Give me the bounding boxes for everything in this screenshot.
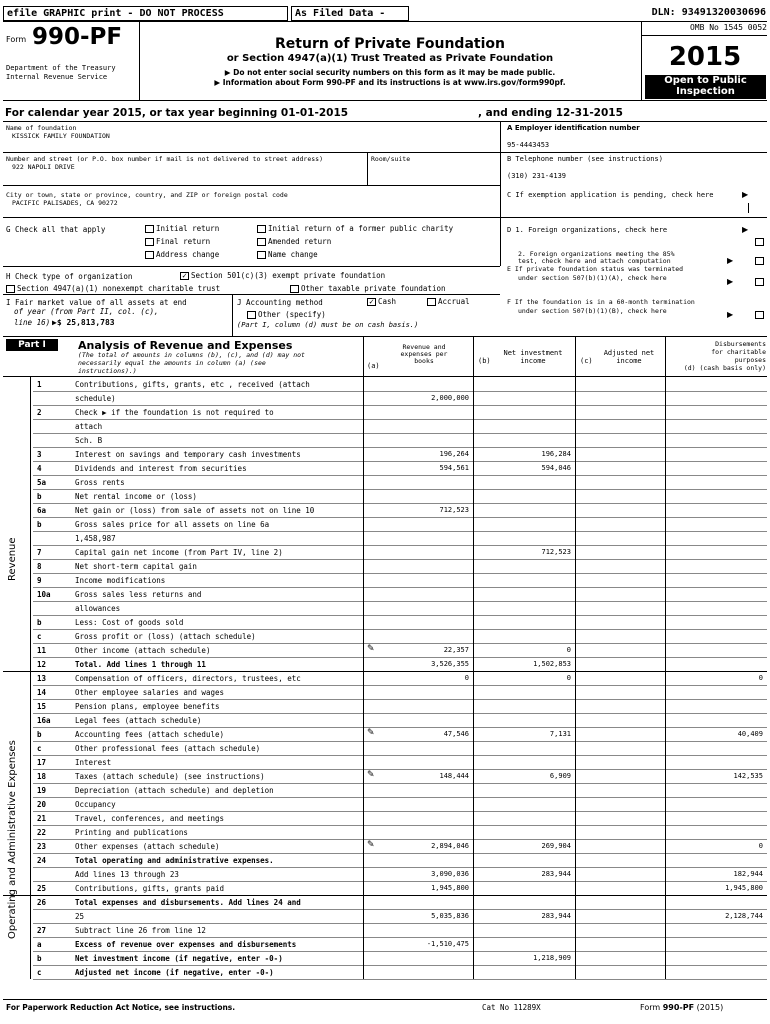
f-label-1: F If the foundation is in a 60-month termination bbox=[507, 298, 695, 306]
h-other-taxable[interactable]: Other taxable private foundation bbox=[290, 284, 446, 293]
col-a-value: 2,000,000 bbox=[431, 394, 469, 402]
line-description: Sch. B bbox=[75, 436, 103, 445]
expenses-side bbox=[3, 674, 25, 944]
line-description: Depreciation (attach schedule) and depletion bbox=[75, 786, 274, 795]
line-description: Compensation of officers, directors, trustees, etc bbox=[75, 674, 301, 683]
part-i-tag: Part I bbox=[6, 339, 58, 351]
line-description: Contributions, gifts, grants paid bbox=[75, 884, 225, 893]
arrow-icon: ▶ bbox=[727, 256, 734, 265]
table-row bbox=[3, 811, 767, 825]
line-description: Net investment income (if negative, enter -0-) bbox=[75, 954, 283, 963]
table-row bbox=[3, 685, 767, 699]
d1-label: D 1. Foreign organizations, check here bbox=[507, 226, 668, 234]
table-row bbox=[3, 867, 767, 881]
col-b-value: 7,131 bbox=[549, 730, 571, 738]
e-label-2: under section 507(b)(1)(A), check here bbox=[518, 274, 667, 282]
table-row bbox=[3, 531, 767, 545]
dln: DLN: 93491320030696 bbox=[651, 7, 766, 18]
table-row bbox=[3, 559, 767, 573]
col-b-value: 594,046 bbox=[541, 464, 571, 472]
col-a-letter: (a) bbox=[367, 362, 380, 370]
line-description: Interest on savings and temporary cash investments bbox=[75, 450, 301, 459]
col-b-value: 1,218,909 bbox=[533, 954, 571, 962]
h-4947[interactable]: Section 4947(a)(1) nonexempt charitable trust bbox=[6, 284, 220, 293]
table-row bbox=[3, 405, 767, 419]
g-label: G Check all that apply bbox=[6, 225, 106, 234]
part-i-title: Analysis of Revenue and Expenses bbox=[78, 339, 293, 352]
attachment-icon[interactable]: ✎ bbox=[367, 644, 375, 654]
line-number: a bbox=[37, 940, 42, 949]
line-description: allowances bbox=[75, 604, 121, 613]
table-row bbox=[3, 909, 767, 923]
col-a-value: 0 bbox=[464, 674, 469, 682]
attachment-icon[interactable]: ✎ bbox=[367, 770, 375, 780]
table-row bbox=[3, 951, 767, 965]
col-b-value: 283,944 bbox=[541, 870, 571, 878]
line-description: 25 bbox=[75, 912, 85, 921]
col-d-value: 182,944 bbox=[733, 870, 763, 878]
line-description: Other expenses (attach schedule) bbox=[75, 842, 220, 851]
d2-label-1: 2. Foreign organizations meeting the 85% bbox=[518, 250, 675, 258]
j-accrual[interactable]: Accrual bbox=[427, 297, 470, 306]
line-number: 23 bbox=[37, 842, 47, 851]
col-a-header: Revenue and expenses per books bbox=[400, 343, 448, 365]
form-subtitle: or Section 4947(a)(1) Trust Treated as Private Foundation bbox=[226, 53, 554, 64]
col-b-value: 0 bbox=[566, 674, 571, 682]
table-row bbox=[3, 769, 767, 783]
table-row bbox=[3, 475, 767, 489]
j-label: J Accounting method bbox=[237, 298, 323, 307]
irs-service: Internal Revenue Service bbox=[6, 73, 108, 81]
fmv-value: ▶$ 25,813,783 bbox=[52, 318, 115, 327]
col-b-value: 6,909 bbox=[549, 772, 571, 780]
table-row bbox=[3, 713, 767, 727]
table-row bbox=[3, 545, 767, 559]
line-description: Adjusted net income (if negative, enter -0-) bbox=[75, 968, 274, 977]
line-number: 16a bbox=[37, 716, 51, 725]
line-description: Other employee salaries and wages bbox=[75, 688, 225, 697]
calendar-year-begin: For calendar year 2015, or tax year beginning 01-01-2015 bbox=[5, 107, 349, 119]
inspection: Inspection bbox=[676, 86, 735, 97]
table-row bbox=[3, 489, 767, 503]
ssn-note: ▶ Do not enter social security numbers on this form as it may be made public. bbox=[224, 68, 556, 77]
checkbox-checked[interactable]: ✓ bbox=[367, 298, 376, 306]
attachment-icon[interactable]: ✎ bbox=[367, 840, 375, 850]
col-a-value: 196,264 bbox=[439, 450, 469, 458]
table-row bbox=[3, 601, 767, 615]
table-row bbox=[3, 881, 767, 895]
line-number: 27 bbox=[37, 926, 47, 935]
row-divider bbox=[33, 979, 767, 980]
table-row bbox=[3, 391, 767, 405]
i-label-3: line 16) bbox=[14, 318, 51, 327]
line-number: 3 bbox=[37, 450, 42, 459]
h-label: H Check type of organization bbox=[6, 272, 133, 281]
line-description: Income modifications bbox=[75, 576, 166, 585]
col-d-value: 0 bbox=[758, 842, 763, 850]
footer-form-id: Form 990-PF (2015) bbox=[640, 1003, 724, 1012]
line-number: 18 bbox=[37, 772, 47, 781]
table-row bbox=[3, 447, 767, 461]
col-d-value: 2,128,744 bbox=[725, 912, 763, 920]
col-c-letter: (c) bbox=[580, 357, 593, 365]
line-number: 25 bbox=[37, 884, 47, 893]
room-label: Room/suite bbox=[371, 155, 411, 163]
line-description: Other professional fees (attach schedule) bbox=[75, 744, 261, 753]
col-d-value: 40,409 bbox=[737, 730, 763, 738]
column-divider bbox=[665, 376, 666, 979]
line-number: b bbox=[37, 492, 42, 501]
line-description: Gross rents bbox=[75, 478, 125, 487]
line-number: b bbox=[37, 618, 42, 627]
table-row bbox=[3, 965, 767, 979]
ein-label: A Employer identification number bbox=[507, 124, 640, 132]
calendar-year-end: , and ending 12-31-2015 bbox=[478, 107, 623, 119]
col-b-value: 269,904 bbox=[541, 842, 571, 850]
i-label-2: of year (from Part II, col. (c), bbox=[14, 307, 159, 316]
line-number: 24 bbox=[37, 856, 47, 865]
col-a-value: 3,526,355 bbox=[431, 660, 469, 668]
as-filed-banner: As Filed Data - bbox=[291, 6, 409, 21]
col-a-value: 148,444 bbox=[439, 772, 469, 780]
exemption-pending-label: C If exemption application is pending, check here bbox=[507, 191, 714, 199]
line-number: 4 bbox=[37, 464, 42, 473]
line-description: Check ▶ if the foundation is not required to bbox=[75, 408, 274, 417]
part-i-desc-3: instructions).) bbox=[78, 367, 137, 375]
line-description: Net rental income or (loss) bbox=[75, 492, 197, 501]
part-i-desc-2: necessarily equal the amounts in column (a) (see bbox=[78, 359, 266, 367]
line-description: Interest bbox=[75, 758, 112, 767]
arrow-icon: ▶ bbox=[727, 277, 734, 286]
g-name-change[interactable]: Name change bbox=[257, 250, 318, 259]
line-number: c bbox=[37, 968, 42, 977]
city-value: PACIFIC PALISADES, CA 90272 bbox=[12, 199, 118, 207]
line-number: 19 bbox=[37, 786, 47, 795]
line-description: attach bbox=[75, 422, 103, 431]
paperwork-notice: For Paperwork Reduction Act Notice, see instructions. bbox=[6, 1003, 236, 1012]
line-description: Accounting fees (attach schedule) bbox=[75, 730, 225, 739]
line-description: Total. Add lines 1 through 11 bbox=[75, 660, 206, 669]
col-b-value: 196,284 bbox=[541, 450, 571, 458]
line-description: Pension plans, employee benefits bbox=[75, 702, 220, 711]
line-number: 13 bbox=[37, 674, 47, 683]
col-a-value: 2,894,046 bbox=[431, 842, 469, 850]
arrow-icon: ▶ bbox=[742, 225, 749, 234]
line-number: 2 bbox=[37, 408, 42, 417]
table-row bbox=[3, 433, 767, 447]
foundation-name: KISSICK FAMILY FOUNDATION bbox=[12, 132, 110, 140]
col-a-value: 712,523 bbox=[439, 506, 469, 514]
table-row bbox=[3, 615, 767, 629]
e-label-1: E If private foundation status was terminated bbox=[507, 265, 684, 273]
table-row bbox=[3, 587, 767, 601]
d2-label-2: test, check here and attach computation bbox=[518, 257, 671, 265]
col-b-value: 283,944 bbox=[541, 912, 571, 920]
table-row bbox=[3, 419, 767, 433]
table-row bbox=[3, 503, 767, 517]
line-description: Contributions, gifts, grants, etc , received (attach bbox=[75, 380, 310, 389]
g-initial-return[interactable]: Initial return bbox=[145, 224, 219, 233]
info-note: ▶ Information about Form 990-PF and its instructions is at www.irs.gov/form990pf. bbox=[214, 78, 566, 87]
line-number: c bbox=[37, 632, 42, 641]
ein-value: 95-4443453 bbox=[507, 141, 550, 149]
section-divider bbox=[3, 671, 767, 672]
table-row bbox=[3, 797, 767, 811]
line-description: 1,458,987 bbox=[75, 534, 116, 543]
line-number: 8 bbox=[37, 562, 42, 571]
arrow-icon: ▶ bbox=[727, 310, 734, 319]
line-number: c bbox=[37, 744, 42, 753]
line-number: 7 bbox=[37, 548, 42, 557]
line-description: Total operating and administrative expenses. bbox=[75, 856, 274, 865]
col-b-letter: (b) bbox=[478, 357, 491, 365]
table-row bbox=[3, 741, 767, 755]
line-number: 15 bbox=[37, 702, 47, 711]
col-d-header: Disbursements for charitable purposes (d) (cash basis only) bbox=[683, 340, 766, 372]
tax-year: 2015 bbox=[668, 42, 742, 72]
table-row bbox=[3, 937, 767, 951]
f-label-2: under section 507(b)(1)(B), check here bbox=[518, 307, 667, 315]
line-description: Legal fees (attach schedule) bbox=[75, 716, 202, 725]
revenue-side bbox=[3, 376, 25, 672]
line-number: 12 bbox=[37, 660, 47, 669]
g-final-return[interactable]: Final return bbox=[145, 237, 210, 246]
j-other[interactable]: Other (specify) bbox=[247, 310, 326, 319]
attachment-icon[interactable]: ✎ bbox=[367, 728, 375, 738]
line-number: 9 bbox=[37, 576, 42, 585]
col-d-value: 142,535 bbox=[733, 772, 763, 780]
line-description: Subtract line 26 from line 12 bbox=[75, 926, 206, 935]
line-number: 14 bbox=[37, 688, 47, 697]
line-description: Occupancy bbox=[75, 800, 116, 809]
col-d-value: 0 bbox=[758, 674, 763, 682]
table-row bbox=[3, 755, 767, 769]
line-description: Gross sales less returns and bbox=[75, 590, 202, 599]
city-label: City or town, state or province, country, and ZIP or foreign postal code bbox=[6, 191, 288, 199]
table-row bbox=[3, 671, 767, 685]
table-row bbox=[3, 825, 767, 839]
col-a-value: 22,357 bbox=[443, 646, 469, 654]
form-number: 990-PF bbox=[32, 24, 123, 50]
line-number: 17 bbox=[37, 758, 47, 767]
col-c-header: Adjusted net income bbox=[603, 349, 655, 365]
line-number: b bbox=[37, 520, 42, 529]
line-number: 6a bbox=[37, 506, 47, 515]
table-row bbox=[3, 853, 767, 867]
j-cash[interactable]: ✓ Cash bbox=[367, 297, 396, 306]
col-a-value: 47,546 bbox=[443, 730, 469, 738]
line-number: 1 bbox=[37, 380, 42, 389]
line-description: Total expenses and disbursements. Add lines 24 and bbox=[75, 898, 301, 907]
table-row bbox=[3, 629, 767, 643]
col-a-value: 594,561 bbox=[439, 464, 469, 472]
form-title: Return of Private Foundation bbox=[275, 36, 505, 52]
table-row bbox=[3, 895, 767, 909]
open-to-public: Open to Public bbox=[664, 75, 747, 86]
line-description: Gross sales price for all assets on line 6a bbox=[75, 520, 270, 529]
col-a-value: 1,945,800 bbox=[431, 884, 469, 892]
line-number: b bbox=[37, 730, 42, 739]
section-divider bbox=[3, 895, 767, 896]
table-row bbox=[3, 643, 767, 657]
catalog-number: Cat No 11289X bbox=[482, 1003, 541, 1012]
omb-number: OMB No 1545 0052 bbox=[689, 23, 767, 32]
line-description: Travel, conferences, and meetings bbox=[75, 814, 225, 823]
table-row bbox=[3, 377, 767, 391]
col-b-header: Net investment income bbox=[503, 349, 563, 365]
foundation-name-label: Name of foundation bbox=[6, 124, 77, 132]
line-description: Add lines 13 through 23 bbox=[75, 870, 179, 879]
efile-banner: efile GRAPHIC print - DO NOT PROCESS bbox=[3, 6, 288, 21]
line-description: Printing and publications bbox=[75, 828, 188, 837]
line-number: 22 bbox=[37, 828, 47, 837]
table-row bbox=[3, 839, 767, 853]
table-row bbox=[3, 923, 767, 937]
column-divider bbox=[30, 376, 31, 979]
street-label: Number and street (or P.O. box number if mail is not delivered to street address) bbox=[6, 155, 323, 163]
table-row bbox=[3, 461, 767, 475]
line-number: 10a bbox=[37, 590, 51, 599]
line-description: Excess of revenue over expenses and disbursements bbox=[75, 940, 297, 949]
column-divider bbox=[473, 376, 474, 979]
g-address-change[interactable]: Address change bbox=[145, 250, 219, 259]
part-i-desc-1: (The total of amounts in columns (b), (c), and (d) may not bbox=[78, 351, 305, 359]
table-row bbox=[3, 517, 767, 531]
checkbox-checked[interactable]: ✓ bbox=[180, 272, 189, 280]
column-divider bbox=[363, 376, 364, 979]
table-row bbox=[3, 657, 767, 671]
line-description: Net short-term capital gain bbox=[75, 562, 197, 571]
line-number: b bbox=[37, 954, 42, 963]
i-label-1: I Fair market value of all assets at end bbox=[6, 298, 187, 307]
line-description: Capital gain net income (from Part IV, line 2) bbox=[75, 548, 283, 557]
col-a-value: 5,035,836 bbox=[431, 912, 469, 920]
line-description: Other income (attach schedule) bbox=[75, 646, 211, 655]
department: Department of the Treasury bbox=[6, 64, 116, 72]
phone-label: B Telephone number (see instructions) bbox=[507, 155, 663, 163]
g-former-charity[interactable]: Initial return of a former public charity bbox=[257, 224, 453, 233]
line-description: Less: Cost of goods sold bbox=[75, 618, 184, 627]
line-number: 5a bbox=[37, 478, 47, 487]
line-number: 20 bbox=[37, 800, 47, 809]
street-value: 922 NAPOLI DRIVE bbox=[12, 163, 75, 171]
line-description: Taxes (attach schedule) (see instructions) bbox=[75, 772, 265, 781]
line-number: 21 bbox=[37, 814, 47, 823]
line-description: Gross profit or (loss) (attach schedule) bbox=[75, 632, 256, 641]
h-501c3[interactable]: ✓ Section 501(c)(3) exempt private foundation bbox=[180, 271, 385, 280]
table-row bbox=[3, 783, 767, 797]
table-row bbox=[3, 573, 767, 587]
form-word: Form bbox=[6, 35, 27, 44]
expenses-label: Operating and Administrative Expenses bbox=[7, 740, 18, 939]
col-b-value: 1,502,853 bbox=[533, 660, 571, 668]
column-divider bbox=[575, 376, 576, 979]
line-description: schedule) bbox=[75, 394, 116, 403]
line-description: Dividends and interest from securities bbox=[75, 464, 247, 473]
line-description: Net gain or (loss) from sale of assets not on line 10 bbox=[75, 506, 315, 515]
line-number: 26 bbox=[37, 898, 47, 907]
j-note: (Part I, column (d) must be on cash basis.) bbox=[237, 321, 419, 329]
col-b-value: 0 bbox=[566, 646, 571, 654]
col-b-value: 712,523 bbox=[541, 548, 571, 556]
revenue-label: Revenue bbox=[7, 537, 18, 581]
col-d-value: 1,945,800 bbox=[725, 884, 763, 892]
g-amended-return[interactable]: Amended return bbox=[257, 237, 331, 246]
table-row bbox=[3, 727, 767, 741]
line-number: 11 bbox=[37, 646, 47, 655]
col-a-value: -1,510,475 bbox=[426, 940, 469, 948]
phone-value: (310) 231-4139 bbox=[507, 172, 567, 180]
table-row bbox=[3, 699, 767, 713]
col-a-value: 3,090,036 bbox=[431, 870, 469, 878]
arrow-icon: ▶ bbox=[742, 190, 749, 199]
